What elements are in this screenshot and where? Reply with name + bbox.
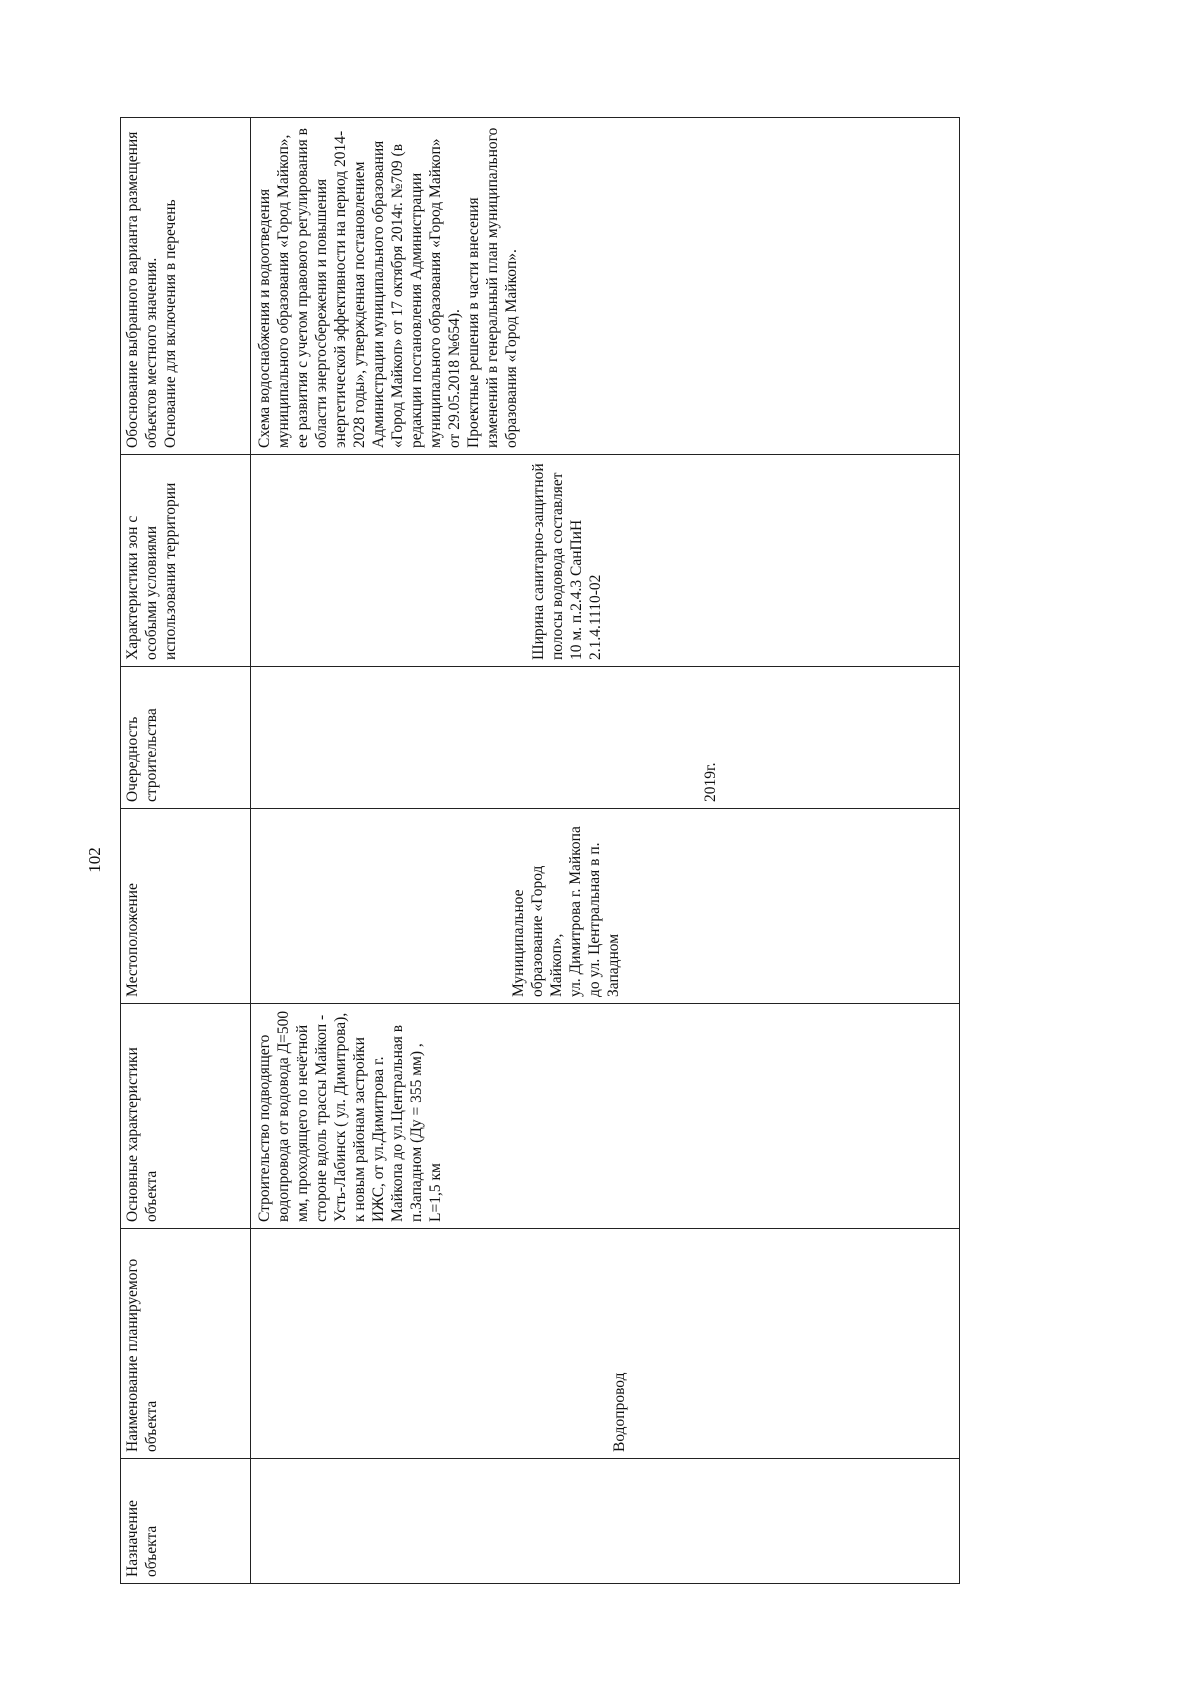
table-header-row: [121, 118, 251, 1584]
header-justification: Обоснование выбранного варианта размещения объектов местного значения. Основание для включения в перечень: [121, 118, 251, 455]
header-purpose: Назначение объекта: [121, 1459, 251, 1584]
header-construction-stage: Очередность строительства: [121, 667, 251, 809]
cell-justification: Схема водоснабжения и водоотведения муниципального образования «Город Майкоп», ее развития с учетом правового регулирования в области энергосбережения и повышения энергетической эффективности на период 2014-2028 годы», утвержденная постановлением Администрации муниципального образования «Город Майкоп» от 17 октября 2014г. №709 (в редакции постановления Администрации муниципального образования «Город Майкоп» от 29.05.2018 №654). Проектные решения в части внесения изменений в генеральный план муниципального образования «Город Майкоп».: [251, 118, 960, 455]
cell-location: Муниципальное образование «Город Майкоп», ул. Димитрова г. Майкопа до ул. Центральная в п. Западном: [251, 809, 960, 1004]
header-location: Местоположение: [121, 809, 251, 1004]
header-characteristics: Основные характеристики объекта: [121, 1004, 251, 1229]
page-number-text: 102: [85, 847, 104, 873]
header-object-name: Наименование планируемого объекта: [121, 1229, 251, 1459]
table-row: [251, 118, 960, 1584]
cell-characteristics: Строительство подводящего водопровода от водовода Д=500 мм, проходящего по нечётной стороне вдоль трассы Майкоп - Усть-Лабинск ( ул. Димитрова), к новым районам застройки ИЖС, от ул.Димитрова г. Майкопа до ул.Центральная в п.Западном (Ду = 355 мм) , L=1,5 км: [251, 1004, 960, 1229]
cell-construction-stage: 2019г.: [251, 667, 960, 809]
cell-purpose: [251, 1459, 960, 1584]
cell-object-name: Водопровод: [251, 1229, 960, 1459]
planned-objects-table: [120, 117, 960, 1584]
page-number: [85, 845, 104, 875]
objects-table-container: [120, 118, 960, 1584]
cell-zones: Ширина санитарно-защитной полосы водовода составляет 10 м. п.2.4.3 СанПиН 2.1.4.1110-02: [251, 455, 960, 667]
header-zones: Характеристики зон с особыми условиями использования территории: [121, 455, 251, 667]
